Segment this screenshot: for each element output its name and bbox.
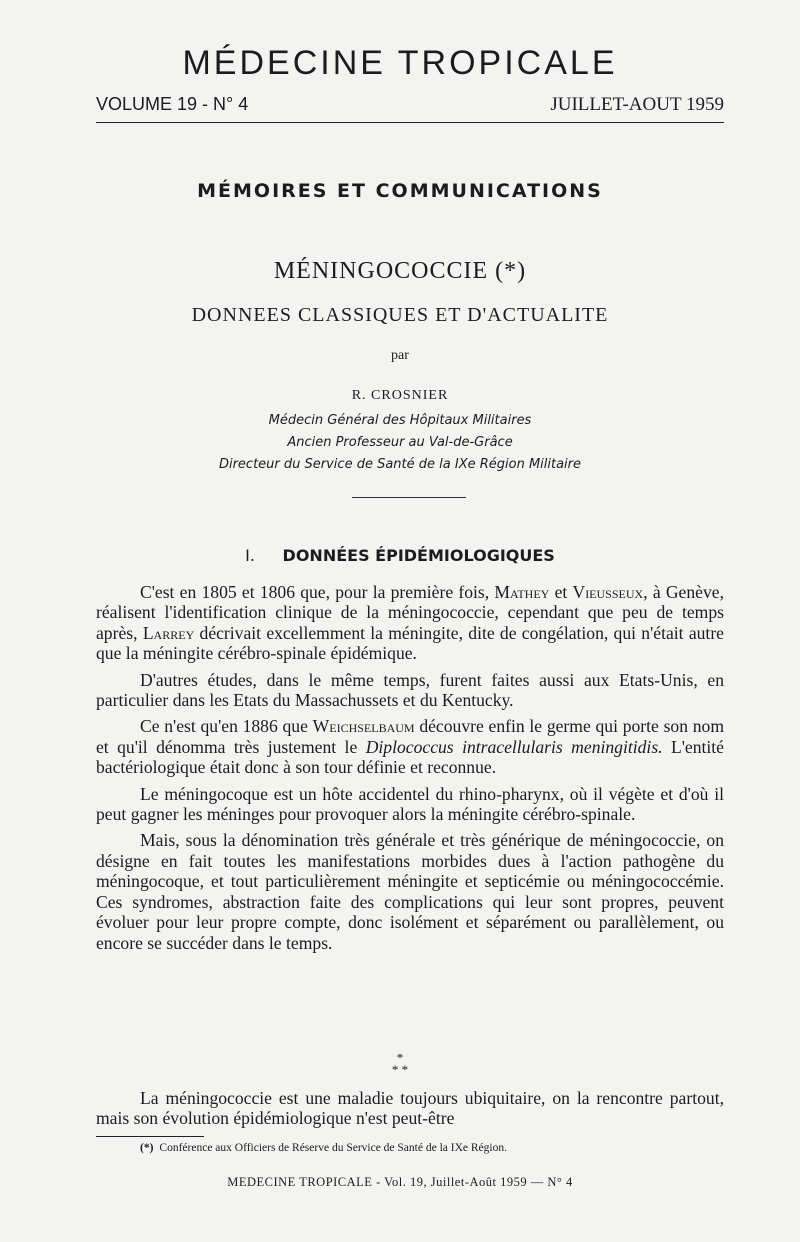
section-break-stars: [0, 1052, 800, 1076]
footnote-mark: (*): [140, 1142, 154, 1154]
author-larrey: Larrey: [142, 622, 195, 643]
paragraph-6: La méningococcie est une maladie toujours ubiquitaire, on la rencontre partout, mais son évolution épidémiologique n'est peut-être: [96, 1088, 724, 1129]
paragraph-1: [96, 582, 724, 664]
header-rule: [96, 122, 724, 123]
p3-text-a: Ce n'est qu'en 1886 que: [140, 716, 308, 737]
part-number: I.: [245, 546, 255, 565]
running-footer: MEDECINE TROPICALE - Vol. 19, Juillet-Août 1959 — N° 4: [227, 1175, 573, 1189]
journal-title: MÉDECINE TROPICALE: [182, 44, 618, 82]
affiliation-2: Ancien Professeur au Val-de-Grâce: [287, 435, 513, 450]
latin-name: Diplococcus intracellularis meningitidis.: [365, 736, 663, 757]
paragraph-5: Mais, sous la dénomination très générale et très générique de méningococcie, on désigne en fait toutes les manifestations morbides dues à l'action pathogène du méningocoque, et tout particulièrement méningite et septicémie ou méningococcémie. Ces syndromes, abstraction faite des complications qui leur sont propres, peuvent évoluer pour leur propre compte, donc isolément et séparément ou parallèlement, ou encore se succéder dans le temps.: [96, 830, 724, 953]
author-vieusseux: Vieusseux: [572, 582, 644, 602]
part-heading: [0, 546, 800, 565]
affiliation-3: Directeur du Service de Santé de la IXe Région Militaire: [218, 457, 582, 472]
issue-row: [96, 94, 724, 116]
by-label: par: [391, 348, 409, 363]
affiliation-1: Médecin Général des Hôpitaux Militaires: [268, 413, 532, 428]
article-body-continued: [96, 1088, 724, 1129]
p1-text-d: décrivait excellemment la méningite, dite de congélation, qui n'était autre que la méningite cérébro-spinale épidémique.: [96, 622, 724, 664]
author-weichselbaum: Weichselbaum: [312, 716, 415, 737]
p1-text-a: C'est en 1805 et 1806 que, pour la première fois,: [140, 582, 490, 602]
author-mathey: Mathey: [494, 582, 550, 602]
p3-text-c: L'entité bactériologique était donc à son tour définie et reconnue.: [96, 736, 724, 778]
star-bottom: * *: [391, 1062, 409, 1077]
star-top: *: [396, 1050, 404, 1065]
paragraph-2: D'autres études, dans le même temps, furent faites aussi aux Etats-Unis, en particulier dans les Etats du Massachussets et du Kentucky.: [96, 669, 724, 711]
section-heading: MÉMOIRES ET COMMUNICATIONS: [197, 180, 603, 202]
footnote-rule: [96, 1136, 204, 1137]
article-title: MÉNINGOCOCCIE (*): [273, 258, 527, 284]
part-title: DONNÉES ÉPIDÉMIOLOGIQUES: [282, 546, 555, 565]
issue-date: JUILLET-AOUT 1959: [550, 94, 724, 115]
footnote: [140, 1142, 507, 1154]
footnote-text: Conférence aux Officiers de Réserve du Service de Santé de la IXe Région.: [159, 1142, 507, 1154]
paragraph-4: Le méningocoque est un hôte accidentel du rhino-pharynx, où il végète et d'où il peut gagner les méninges pour provoquer alors la méningite cérébro-spinale.: [96, 783, 724, 825]
article-body: [96, 582, 724, 959]
author-name: R. CROSNIER: [351, 388, 449, 403]
p3-text-b: découvre enfin le germe qui porte son nom et qu'il dénomma très justement le: [96, 716, 725, 757]
p1-text-c: , à Genève, réalisent l'identification clinique de la méningococcie, cependant que peu de temps après,: [96, 582, 724, 643]
p1-text-b: et: [554, 582, 568, 602]
separator-rule: [352, 497, 466, 498]
paragraph-3: [96, 716, 724, 777]
article-subtitle: DONNEES CLASSIQUES ET D'ACTUALITE: [191, 304, 609, 326]
volume-number: VOLUME 19 - N° 4: [96, 94, 249, 114]
